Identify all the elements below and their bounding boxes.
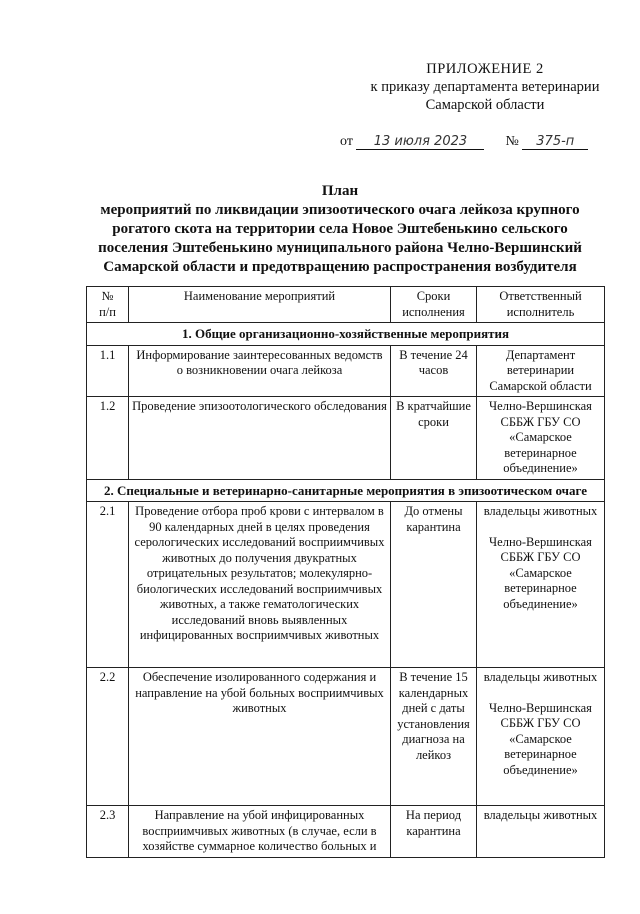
- row-responsible: [477, 668, 605, 806]
- section-row: [87, 323, 605, 346]
- plan-title-block: [40, 182, 640, 277]
- row-terms: До отмены карантина: [391, 502, 477, 668]
- row-responsible: Челно-Вершинская СББЖ ГБУ СО «Самарское ветеринарное объединение»: [477, 397, 605, 480]
- measures-table: [86, 286, 605, 858]
- responsible-owners: владельцы животных: [483, 504, 598, 518]
- plan-title-line-2: рогатого скота на территории села Новое Эштебенькино сельского: [112, 221, 568, 237]
- order-number-label: №: [505, 134, 519, 149]
- header-resp-line-1: Ответственный: [499, 289, 582, 303]
- header-responsible: [477, 287, 605, 323]
- order-reference: [340, 134, 630, 150]
- header-terms-line-2: исполнения: [402, 304, 465, 319]
- order-from-label: от: [340, 134, 353, 149]
- appendix-header: [350, 60, 620, 114]
- row-responsible: владельцы животных: [477, 806, 605, 858]
- section-2-title: 2. Специальные и ветеринарно-санитарные мероприятия в эпизоотическом очаге: [87, 479, 605, 502]
- table-row: [87, 502, 605, 668]
- appendix-title: ПРИЛОЖЕНИЕ 2: [426, 61, 544, 77]
- appendix-line-2: Самарской области: [425, 97, 545, 113]
- header-resp-line-2: исполнитель: [506, 304, 575, 319]
- header-name: Наименование мероприятий: [129, 287, 391, 323]
- table-row: [87, 345, 605, 397]
- plan-title-line-4: Самарской области и предотвращению распространения возбудителя: [103, 259, 577, 275]
- row-num: 2.2: [87, 668, 129, 806]
- row-name: Направление на убой инфицированных восприимчивых животных (в случае, если в хозяйстве суммарное количество больных и: [129, 806, 391, 858]
- table-row: [87, 806, 605, 858]
- table-header-row: [87, 287, 605, 323]
- section-row: [87, 479, 605, 502]
- appendix-line-1: к приказу департамента ветеринарии: [370, 79, 600, 95]
- row-name: Информирование заинтересованных ведомств о возникновении очага лейкоза: [129, 345, 391, 397]
- responsible-vet: Челно-Вершинская СББЖ ГБУ СО «Самарское ветеринарное объединение»: [489, 534, 592, 611]
- row-num: 2.1: [87, 502, 129, 668]
- row-name: Проведение эпизоотологического обследования: [129, 397, 391, 480]
- row-name: Проведение отбора проб крови с интервалом в 90 календарных дней в целях проведения серологических исследований восприимчивых животных до получения двукратных отрицательных результатов; молекулярно-биологических исследований восприимчивых животных, а также гематологических исследований вновь выявленных инфицированных восприимчивых животных: [129, 502, 391, 668]
- row-num: 1.1: [87, 345, 129, 397]
- header-terms: [391, 287, 477, 323]
- row-responsible: [477, 502, 605, 668]
- section-1-title: 1. Общие организационно-хозяйственные мероприятия: [87, 323, 605, 346]
- order-date: 13 июля 2023: [356, 135, 484, 150]
- header-num-line-1: №: [101, 289, 114, 303]
- row-terms: В течение 15 календарных дней с даты установления диагноза на лейкоз: [391, 668, 477, 806]
- table-row: [87, 668, 605, 806]
- row-num: 2.3: [87, 806, 129, 858]
- plan-title: План: [321, 183, 359, 199]
- row-name: Обеспечение изолированного содержания и направление на убой больных восприимчивых животных: [129, 668, 391, 806]
- row-terms: В течение 24 часов: [391, 345, 477, 397]
- row-terms: На период карантина: [391, 806, 477, 858]
- table-row: [87, 397, 605, 480]
- row-num: 1.2: [87, 397, 129, 480]
- responsible-owners: владельцы животных: [483, 670, 598, 684]
- header-num: [87, 287, 129, 323]
- header-num-line-2: п/п: [99, 304, 116, 319]
- header-terms-line-1: Сроки: [416, 289, 451, 303]
- plan-title-line-3: поселения Эштебенькино муниципального района Челно-Вершинский: [98, 240, 582, 256]
- row-terms: В кратчайшие сроки: [391, 397, 477, 480]
- responsible-vet: Челно-Вершинская СББЖ ГБУ СО «Самарское ветеринарное объединение»: [489, 700, 592, 777]
- plan-title-line-1: мероприятий по ликвидации эпизоотического очага лейкоза крупного: [100, 202, 580, 218]
- order-number: 375-п: [522, 135, 588, 150]
- row-responsible: Департамент ветеринарии Самарской области: [477, 345, 605, 397]
